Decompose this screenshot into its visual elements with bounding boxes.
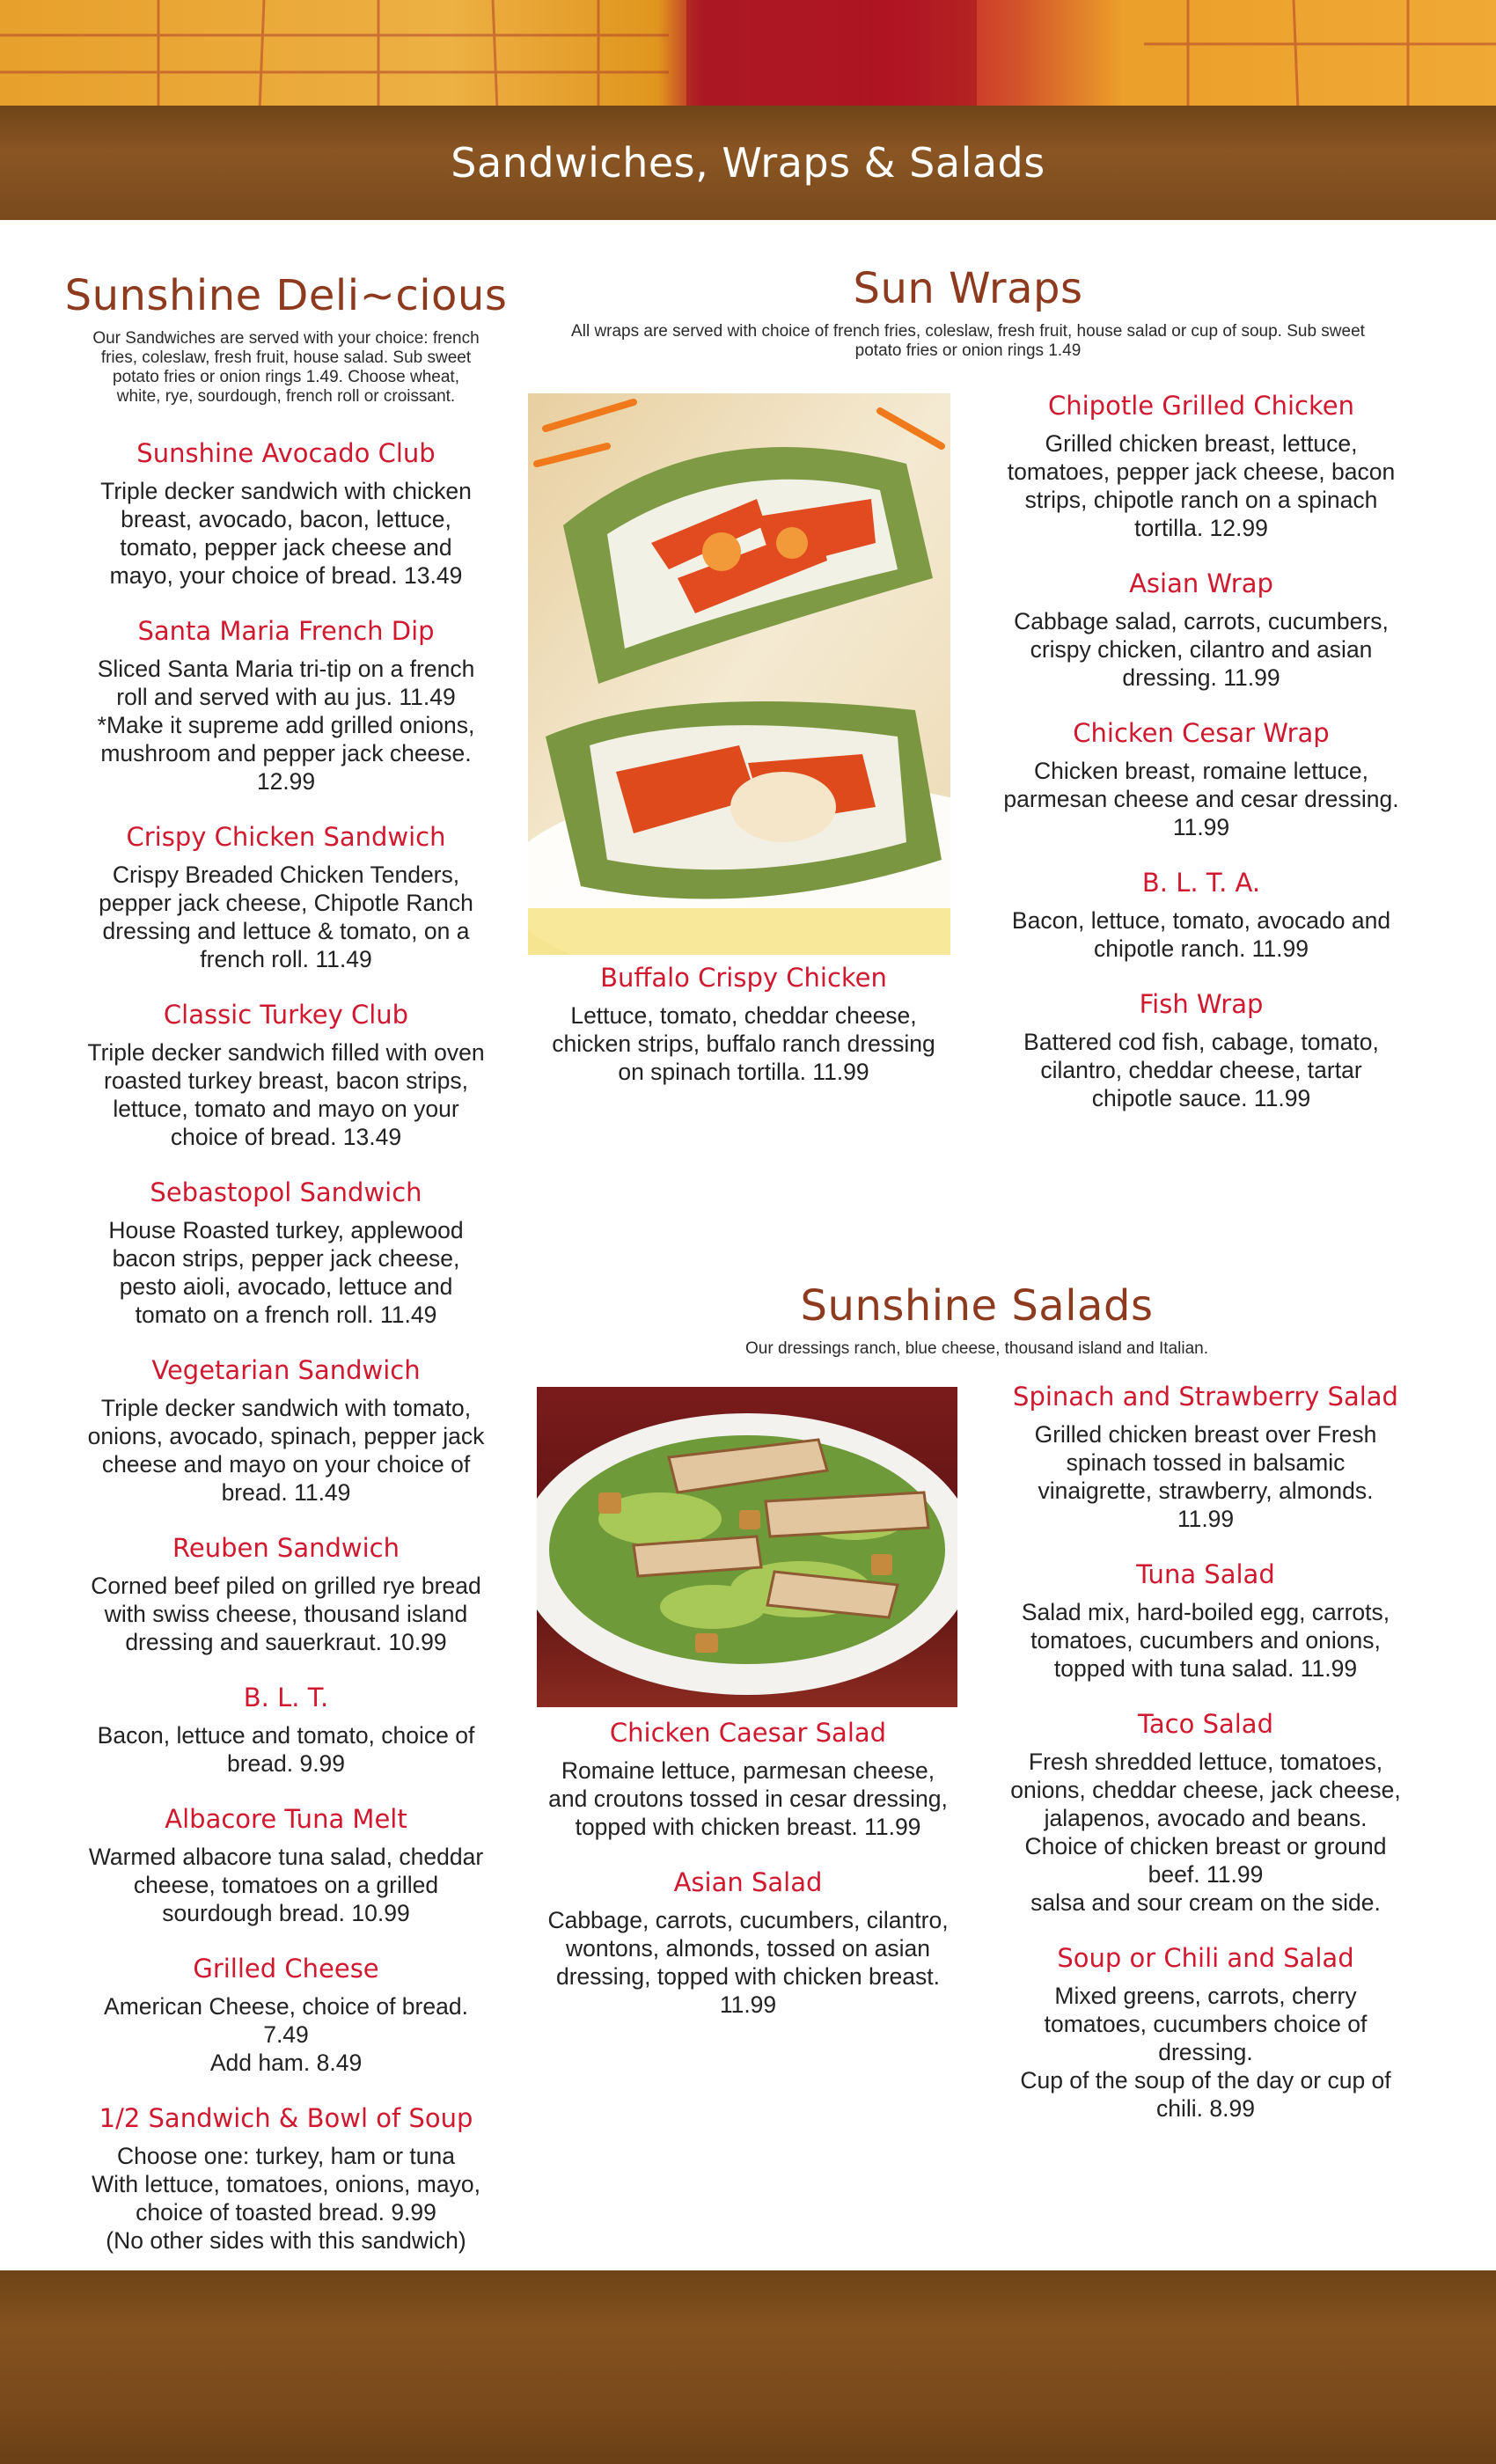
- menu-item-description: Triple decker sandwich with tomato, onions, avocado, spinach, pepper jack cheese and mayo on your choice of bread. 11.49: [87, 1395, 485, 1506]
- wrap-photo: [528, 393, 950, 955]
- menu-item-name: B. L. T.: [243, 1683, 329, 1712]
- page-title-banner: [0, 106, 1496, 220]
- menu-item-description: Bacon, lettuce and tomato, choice of bread. 9.99: [97, 1722, 475, 1777]
- menu-item-name: Albacore Tuna Melt: [165, 1804, 407, 1834]
- menu-item-name: Chipotle Grilled Chicken: [1048, 391, 1354, 421]
- menu-item: [519, 1718, 977, 1841]
- salads-section-title: Sunshine Salads: [800, 1281, 1154, 1331]
- salad-photo: [537, 1387, 957, 1707]
- menu-item: [977, 1943, 1434, 2123]
- menu-item: [977, 391, 1426, 542]
- header-lines-graphic: [0, 0, 1496, 110]
- menu-item-description: Triple decker sandwich with chicken breast, avocado, bacon, lettuce, tomato, pepper jack cheese and mayo, your choice of bread. 13.49: [100, 478, 472, 589]
- menu-item-name: Soup or Chili and Salad: [1057, 1943, 1354, 1973]
- menu-item: [62, 822, 510, 973]
- menu-item-description: Cabbage, carrots, cucumbers, cilantro, wontons, almonds, tossed on asian dressing, topped with chicken breast. 11.99: [547, 1907, 949, 2018]
- menu-item-name: Santa Maria French Dip: [137, 616, 435, 646]
- menu-item-description: Battered cod fish, cabage, tomato, cilantro, cheddar cheese, tartar chipotle sauce. 11.99: [1023, 1029, 1379, 1111]
- menu-item-name: Sunshine Avocado Club: [136, 438, 436, 468]
- menu-item-name: Chicken Caesar Salad: [609, 1718, 887, 1748]
- menu-item: [977, 868, 1426, 963]
- salads-right-list: [977, 1355, 1434, 2123]
- menu-item: [977, 989, 1426, 1112]
- salads-section-header: [528, 1281, 1426, 1359]
- menu-item: [62, 1954, 510, 2077]
- menu-item: [62, 1177, 510, 1329]
- menu-item: [62, 1533, 510, 1656]
- deli-section-intro: Our Sandwiches are served with your choice: french fries, coleslaw, fresh fruit, house salad. Sub sweet potato fries or onion rings 1.49. Choose wheat, white, rye, sourdough, french roll or croissant.: [92, 329, 480, 406]
- menu-item-name: Grilled Cheese: [193, 1954, 379, 1984]
- wraps-section-header: [519, 264, 1417, 361]
- menu-item-name: Spinach and Strawberry Salad: [1013, 1382, 1398, 1412]
- deli-section-title: Sunshine Deli~cious: [64, 271, 508, 320]
- menu-item-name: Chicken Cesar Wrap: [1073, 718, 1330, 748]
- page-title: Sandwiches, Wraps & Salads: [451, 139, 1045, 187]
- menu-item-name: 1/2 Sandwich & Bowl of Soup: [99, 2103, 473, 2133]
- menu-item: [62, 2103, 510, 2255]
- salads-section-intro: Our dressings ranch, blue cheese, thousand island and Italian.: [745, 1339, 1208, 1358]
- wraps-section-intro: All wraps are served with choice of french fries, coleslaw, fresh fruit, house salad or cup of soup. Sub sweet potato fries or onion rings 1.49: [571, 322, 1365, 360]
- menu-item: [977, 1382, 1434, 1533]
- menu-item-name: Buffalo Crispy Chicken: [600, 963, 887, 993]
- menu-item-description: Bacon, lettuce, tomato, avocado and chipotle ranch. 11.99: [1011, 907, 1391, 962]
- menu-item: [62, 1355, 510, 1507]
- menu-item-description: Fresh shredded lettuce, tomatoes, onions, cheddar cheese, jack cheese, jalapenos, avocado and beans. Choice of chicken breast or ground beef. 11.99 salsa and sour cream on the side.: [1010, 1749, 1401, 1916]
- menu-item-description: Romaine lettuce, parmesan cheese, and croutons tossed in cesar dressing, topped with chicken breast. 11.99: [548, 1757, 948, 1840]
- footer-decorative-band: [0, 2270, 1496, 2464]
- menu-item-name: Classic Turkey Club: [163, 1000, 409, 1030]
- menu-item-description: Grilled chicken breast over Fresh spinach tossed in balsamic vinaigrette, strawberry, almonds. 11.99: [1034, 1421, 1377, 1532]
- menu-item: [62, 1804, 510, 1927]
- menu-item-name: Sebastopol Sandwich: [150, 1177, 422, 1207]
- menu-item: [977, 1559, 1434, 1683]
- menu-item-description: American Cheese, choice of bread. 7.49 Add ham. 8.49: [104, 1993, 468, 2076]
- wraps-item-list: [977, 364, 1426, 1112]
- menu-item-description: Grilled chicken breast, lettuce, tomatoes, pepper jack cheese, bacon strips, chipotle ranch on a spinach tortilla. 12.99: [1007, 430, 1396, 541]
- menu-item: [977, 568, 1426, 692]
- menu-item-name: Reuben Sandwich: [172, 1533, 400, 1563]
- menu-item-description: Corned beef piled on grilled rye bread with swiss cheese, thousand island dressing and sauerkraut. 10.99: [91, 1573, 481, 1655]
- menu-item-description: Choose one: turkey, ham or tuna With lettuce, tomatoes, onions, mayo, choice of toasted bread. 9.99 (No other sides with this sandwich): [92, 2143, 480, 2254]
- menu-item-name: Asian Wrap: [1129, 568, 1273, 598]
- menu-item-name: Crispy Chicken Sandwich: [126, 822, 446, 852]
- menu-item-name: Fish Wrap: [1139, 989, 1264, 1019]
- menu-item-description: House Roasted turkey, applewood bacon strips, pepper jack cheese, pesto aioli, avocado, lettuce and tomato on a french roll. 11.49: [108, 1217, 464, 1328]
- menu-item: [977, 718, 1426, 841]
- menu-item-name: Asian Salad: [673, 1867, 823, 1897]
- menu-item-description: Crispy Breaded Chicken Tenders, pepper jack cheese, Chipotle Ranch dressing and lettuce & tomato, on a french roll. 11.49: [99, 862, 473, 972]
- menu-item-description: Mixed greens, carrots, cherry tomatoes, cucumbers choice of dressing. Cup of the soup of the day or cup of chili. 8.99: [1020, 1983, 1391, 2122]
- menu-item-description: Salad mix, hard-boiled egg, carrots, tomatoes, cucumbers and onions, topped with tuna salad. 11.99: [1021, 1599, 1390, 1682]
- deli-section: [62, 271, 510, 2255]
- menu-item: [62, 616, 510, 796]
- menu-item: [519, 1867, 977, 2019]
- menu-item-description: Triple decker sandwich filled with oven roasted turkey breast, bacon strips, lettuce, tomato and mayo on your choice of bread. 13.49: [87, 1039, 485, 1150]
- menu-item-description: Lettuce, tomato, cheddar cheese, chicken strips, buffalo ranch dressing on spinach tortilla. 11.99: [552, 1002, 935, 1085]
- menu-item: [62, 1683, 510, 1778]
- menu-item-description: Chicken breast, romaine lettuce, parmesan cheese and cesar dressing. 11.99: [1003, 758, 1399, 840]
- menu-item-name: Taco Salad: [1137, 1709, 1273, 1739]
- menu-item-name: Tuna Salad: [1136, 1559, 1275, 1589]
- menu-item-description: Sliced Santa Maria tri-tip on a french roll and served with au jus. 11.49 *Make it supreme add grilled onions, mushroom and pepper jack cheese. 12.99: [97, 656, 475, 795]
- wraps-photo-item: [519, 963, 968, 1086]
- menu-item-name: B. L. T. A.: [1141, 868, 1261, 898]
- menu-item-description: Cabbage salad, carrots, cucumbers, crispy chicken, cilantro and asian dressing. 11.99: [1014, 608, 1389, 691]
- salads-left-list: [519, 1691, 977, 2019]
- wraps-section-title: Sun Wraps: [853, 264, 1083, 313]
- header-decorative-art: [0, 0, 1496, 110]
- menu-item-description: Warmed albacore tuna salad, cheddar cheese, tomatoes on a grilled sourdough bread. 10.99: [88, 1844, 484, 1926]
- menu-item-name: Vegetarian Sandwich: [151, 1355, 421, 1385]
- menu-item: [977, 1709, 1434, 1917]
- menu-item: [62, 438, 510, 590]
- menu-item: [62, 1000, 510, 1151]
